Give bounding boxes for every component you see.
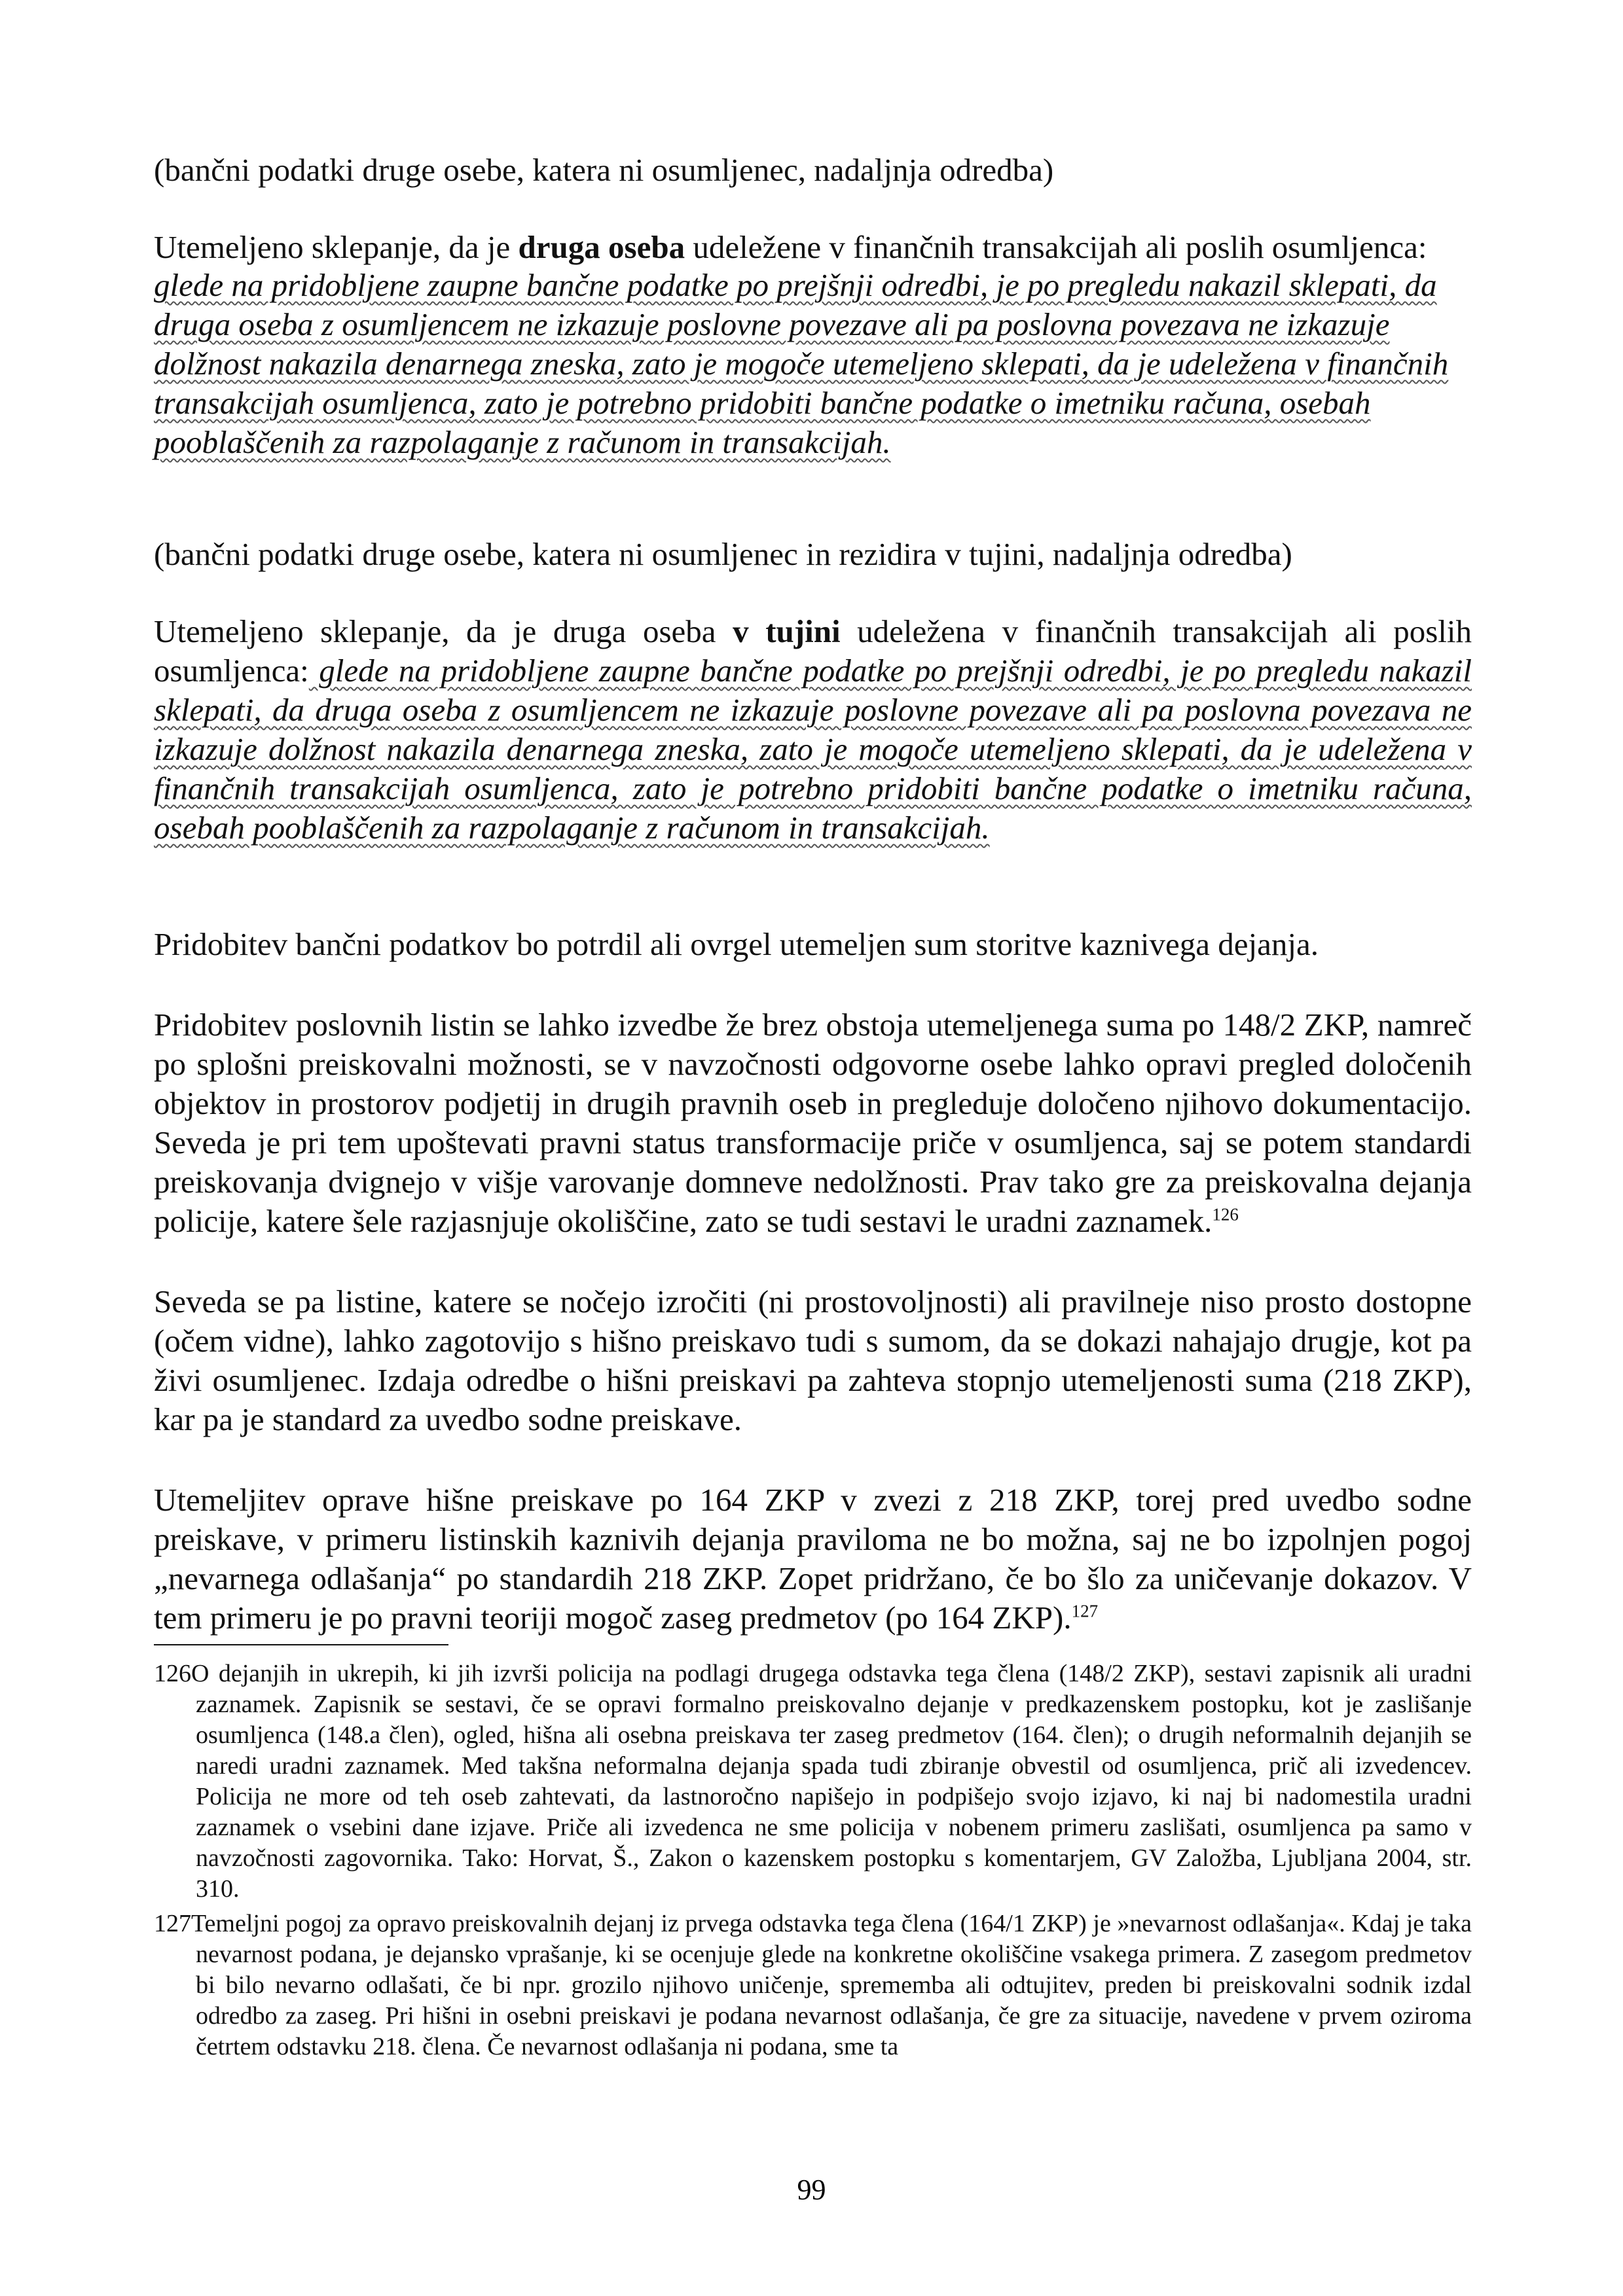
footnote-number: 127: [154, 1910, 191, 1937]
spacer: [154, 503, 1472, 535]
paragraph-1: Pridobitev bančni podatkov bo potrdil ali ovrgel utemeljen sum storitve kaznivega dejanja.: [154, 926, 1319, 962]
italic-underlined-text: glede na pridobljene zaupne bančne podatke po prejšnji odredbi, je po pregledu nakazil sklepati, da druga oseba z osumljencem ne izkazuje poslovne povezave ali pa poslovna povezava ne izkazuje dolžnost nakazila denarnega zneska, zato je mogoče utemeljeno sklepati, da je udeležena v finančnih transakcijah osumljenca, zato je potrebno pridobiti bančne podatke o imetniku računa, osebah pooblaščenih za razpolaganje z računom in transakcijah.: [154, 653, 1472, 846]
footnote: [154, 1659, 1472, 1905]
paragraph-reasoning-1: [154, 228, 1472, 462]
footnote-separator: [154, 1644, 448, 1645]
text-run: Utemeljeno sklepanje, da je: [154, 229, 519, 265]
text-run: udeležene v finančnih transakcijah ali poslih osumljenca:: [685, 229, 1427, 265]
paragraph-3: Seveda se pa listine, katere se nočejo izročiti (ni prostovoljnosti) ali pravilneje niso prosto dostopne (očem vidne), lahko zagotovijo s hišno preiskavo tudi s sumom, da se dokazi nahajajo drugje, kot pa živi osumljenec. Izdaja odredbe o hišni preiskavi pa zahteva stopnjo utemeljenosti suma (218 ZKP), kar pa je standard za uvedbo sodne preiskave.: [154, 1283, 1472, 1437]
document-page: [154, 151, 1472, 2066]
paragraph-reasoning-2: [154, 612, 1472, 848]
paragraph-2: [154, 1005, 1472, 1241]
text-run: Utemeljeno sklepanje, da je druga oseba: [154, 613, 733, 649]
spacer: [154, 889, 1472, 925]
italic-underlined-text: glede na pridobljene zaupne bančne podatke po prejšnji odredbi, je po pregledu nakazil sklepati, da druga oseba z osumljencem ne izkazuje poslovne povezave ali pa poslovna povezava ne izkazuje dolžnost nakazila denarnega zneska, zato je mogoče utemeljeno sklepati, da je udeležena v finančnih transakcijah osumljenca, zato je potrebno pridobiti bančne podatke o imetniku računa, osebah pooblaščenih za razpolaganje z računom in transakcijah.: [154, 267, 1449, 460]
footnote: [154, 1909, 1472, 2062]
bold-term: druga oseba: [518, 229, 685, 265]
footnote-text: Temeljni pogoj za opravo preiskovalnih dejanj iz prvega odstavka tega člena (164/1 ZKP) je »nevarnost odlašanja«. Kdaj je taka nevarnost podana, je dejansko vprašanje, ki se ocenjuje glede na konkretne okoliščine vsakega primera. Z zasegom predmetov bi bilo nevarno odlašati, če bi npr. grozilo njihovo uničenje, sprememba ali odtujitev, preden bi preiskovalni sodnik izdal odredbo za zaseg. Pri hišni in osebni preiskavi je podana nevarnost odlašanja, če gre za situacije, navedene v prvem oziroma četrtem odstavku 218. člena. Če nevarnost odlašanja ni podana, sme ta: [191, 1910, 1472, 2060]
page-number: 99: [797, 2174, 826, 2206]
text-run: Pridobitev poslovnih listin se lahko izvedbe že brez obstoja utemeljenega suma po 148/2 ZKP, namreč po splošni preiskovalni možnosti, se v navzočnosti odgovorne osebe lahko opravi pregled določenih objektov in prostorov podjetij in drugih pravnih oseb in pregleduje določeno njihovo dokumentacijo. Seveda je pri tem upoštevati pravni status transformacije priče v osumljenca, saj se potem standardi preiskovanja dvignejo v višje varovanje domneve nedolžnosti. Prav tako gre za preiskovalna dejanja policije, katere šele razjasnjuje okoliščine, zato se tudi sestavi le uradni zaznamek.: [154, 1007, 1472, 1239]
footnote-number: 126: [154, 1660, 191, 1687]
footnote-ref[interactable]: 127: [1071, 1601, 1099, 1621]
section-heading-1: (bančni podatki druge osebe, katera ni osumljenec, nadaljnja odredba): [154, 152, 1054, 188]
footnote-text: O dejanjih in ukrepih, ki jih izvrši policija na podlagi drugega odstavka tega člena (148/2 ZKP), sestavi zapisnik ali uradni zaznamek. Zapisnik se sestavi, če se opravi formalno preiskovalno dejanje v predkazenskem postopku, kot je zaslišanje osumljenca (148.a člen), ogled, hišna ali osebna preiskava ter zaseg predmetov (164. člen); o drugih neformalnih dejanjih se naredi uradni zaznamek. Med takšna neformalna dejanja spada tudi zbiranje obvestil od osumljenca, prič ali izvedencev. Policija ne more od teh oseb zahtevati, da lastnoročno napišejo in podpišejo svojo izjavo, ki naj bi nadomestila uradni zaznamek o vsebini dane izjave. Priče ali izvedenca ne sme policija v nobenem primeru zaslišati, osumljenca pa samo v navzočnosti zagovornika. Tako: Horvat, Š., Zakon o kazenskem postopku s komentarjem, GV Založba, Ljubljana 2004, str. 310.: [191, 1660, 1472, 1903]
paragraph-4: [154, 1480, 1472, 1638]
bold-term: v tujini: [733, 613, 841, 649]
section-heading-2: (bančni podatki druge osebe, katera ni osumljenec in rezidira v tujini, nadaljnja odredba): [154, 536, 1292, 572]
footnote-ref[interactable]: 126: [1212, 1204, 1239, 1225]
text-run: Utemeljitev oprave hišne preiskave po 164 ZKP v zvezi z 218 ZKP, torej pred uvedbo sodne preiskave, v primeru listinskih kaznivih dejanja praviloma ne bo možna, saj ne bo izpolnjen pogoj „nevarnega odlašanja“ po standardih 218 ZKP. Zopet pridržano, če bo šlo za uničevanje dokazov. V tem primeru je po pravni teoriji mogoč zaseg predmetov (po 164 ZKP).: [154, 1482, 1472, 1636]
text-run: udeležena v finančnih transakcijah ali poslih osumljenca:: [154, 613, 1472, 689]
